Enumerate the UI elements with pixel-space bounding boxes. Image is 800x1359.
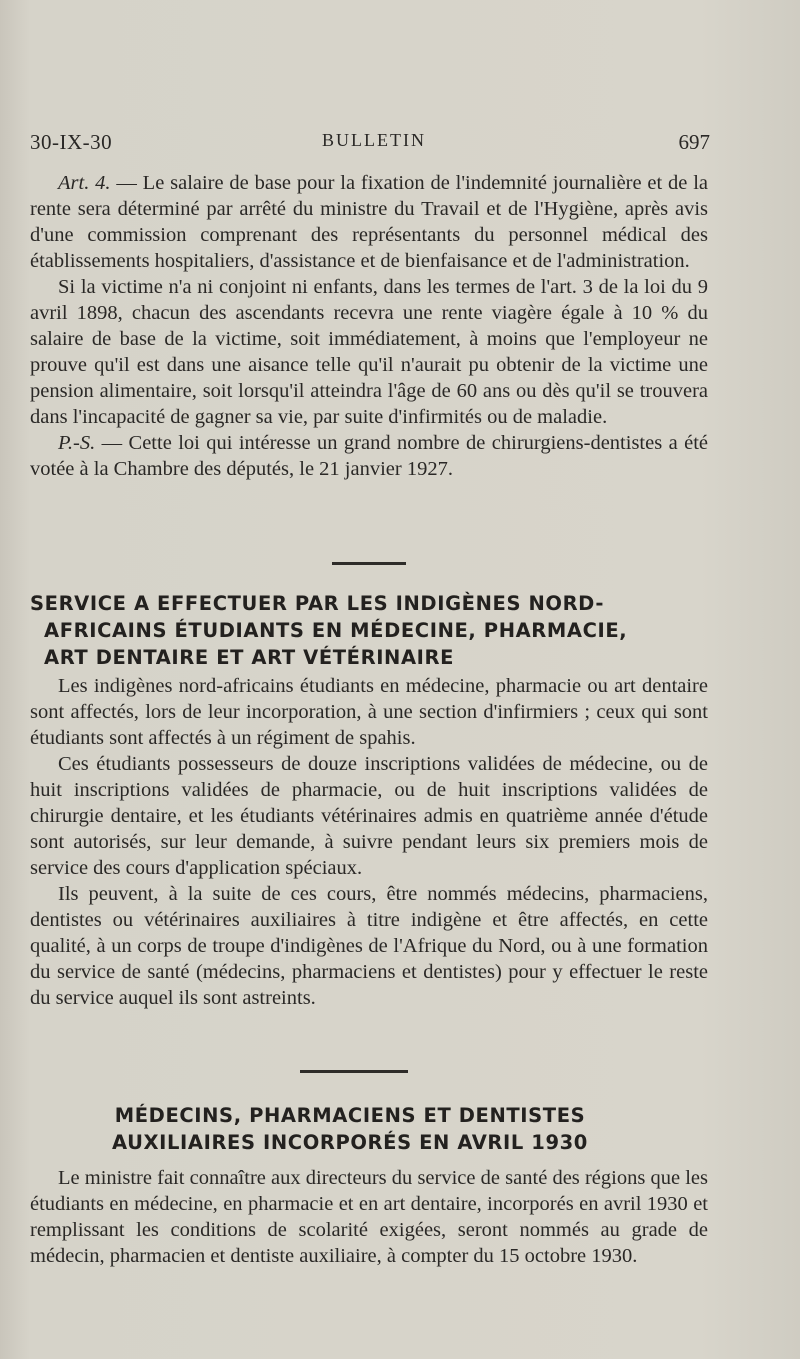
section-heading-service	[30, 590, 710, 671]
section-auxiliaires-body	[30, 1165, 708, 1269]
section-divider	[332, 562, 406, 565]
header-date: 30-IX-30	[30, 130, 113, 154]
paragraph: Le ministre fait connaître aux directeurs du service de santé des régions que les étudiants en médecine, en pharmacie et en art dentaire, incorporés en avril 1930 et remplissant les conditions de scolarité exigées, seront nommés au grade de médecin, pharmacien et dentiste auxiliaire, à compter du 15 octobre 1930.	[30, 1167, 708, 1267]
paragraph-text: Si la victime n'a ni conjoint ni enfants, dans les termes de l'art. 3 de la loi du 9 avril 1898, chacun des ascendants recevra une rente viagère égale à 10 % du salaire de base de la victime, soit immédiatement, à moins que l'employeur ne prouve qu'il est dans une aisance telle qu'il n'aurait pu obtenir de la victime une pension alimentaire, soit lorsqu'il atteindra l'âge de 60 ans ou dès qu'il se trouvera dans l'incapacité de gagner sa vie, par suite d'infirmités ou de maladie.	[30, 276, 708, 428]
header-title: BULLETIN	[322, 130, 426, 150]
section-article-4	[30, 170, 708, 482]
heading-line: MÉDECINS, PHARMACIENS ET DENTISTES	[114, 1104, 586, 1127]
heading-line: AFRICAINS ÉTUDIANTS EN MÉDECINE, PHARMACIE,	[44, 619, 628, 642]
section-service-body	[30, 673, 708, 1011]
paragraph-lead: Art. 4.	[58, 172, 111, 194]
paragraph-lead: P.-S.	[58, 432, 96, 454]
heading-line: AUXILIAIRES INCORPORÉS EN AVRIL 1930	[112, 1131, 588, 1154]
paragraph	[30, 430, 708, 482]
paragraph: Ces étudiants possesseurs de douze inscriptions validées de médecine, ou de huit inscriptions validées de pharmacie, ou de huit inscriptions validées de chirurgie dentaire, et les étudiants vétérinaires admis en quatrième année d'étude sont autorisés, sur leur demande, à suivre pendant leurs six premiers mois de service des cours d'application spéciaux.	[30, 753, 708, 879]
paragraph-text: — Cette loi qui intéresse un grand nombre de chirurgiens-dentistes a été votée à la Chambre des députés, le 21 janvier 1927.	[30, 432, 708, 480]
paragraph	[30, 274, 708, 430]
paragraph	[30, 170, 708, 274]
page-number: 697	[678, 130, 710, 154]
paragraph: Ils peuvent, à la suite de ces cours, être nommés médecins, pharmaciens, dentistes ou vétérinaires auxiliaires à titre indigène et être affectés, en cette qualité, à un corps de troupe d'indigènes de l'Afrique du Nord, ou à une formation du service de santé (médecins, pharmaciens et dentistes) pour y effectuer le reste du service auquel ils sont astreints.	[30, 883, 708, 1009]
paragraph: Les indigènes nord-africains étudiants en médecine, pharmacie ou art dentaire sont affectés, lors de leur incorporation, à une section d'infirmiers ; ceux qui sont étudiants sont affectés à un régiment de spahis.	[30, 675, 708, 749]
heading-line: SERVICE A EFFECTUER PAR LES INDIGÈNES NORD-	[30, 592, 605, 615]
section-heading-auxiliaires	[10, 1102, 690, 1156]
paragraph-text: — Le salaire de base pour la fixation de l'indemnité journalière et de la rente sera déterminé par arrêté du ministre du Travail et de l'Hygiène, après avis d'une commission comprenant des représentants du personnel médical des établissements hospitaliers, d'assistance et de bienfaisance et de l'administration.	[30, 172, 709, 272]
running-header	[30, 130, 710, 160]
section-divider	[300, 1070, 408, 1073]
heading-line: ART DENTAIRE ET ART VÉTÉRINAIRE	[44, 646, 455, 669]
